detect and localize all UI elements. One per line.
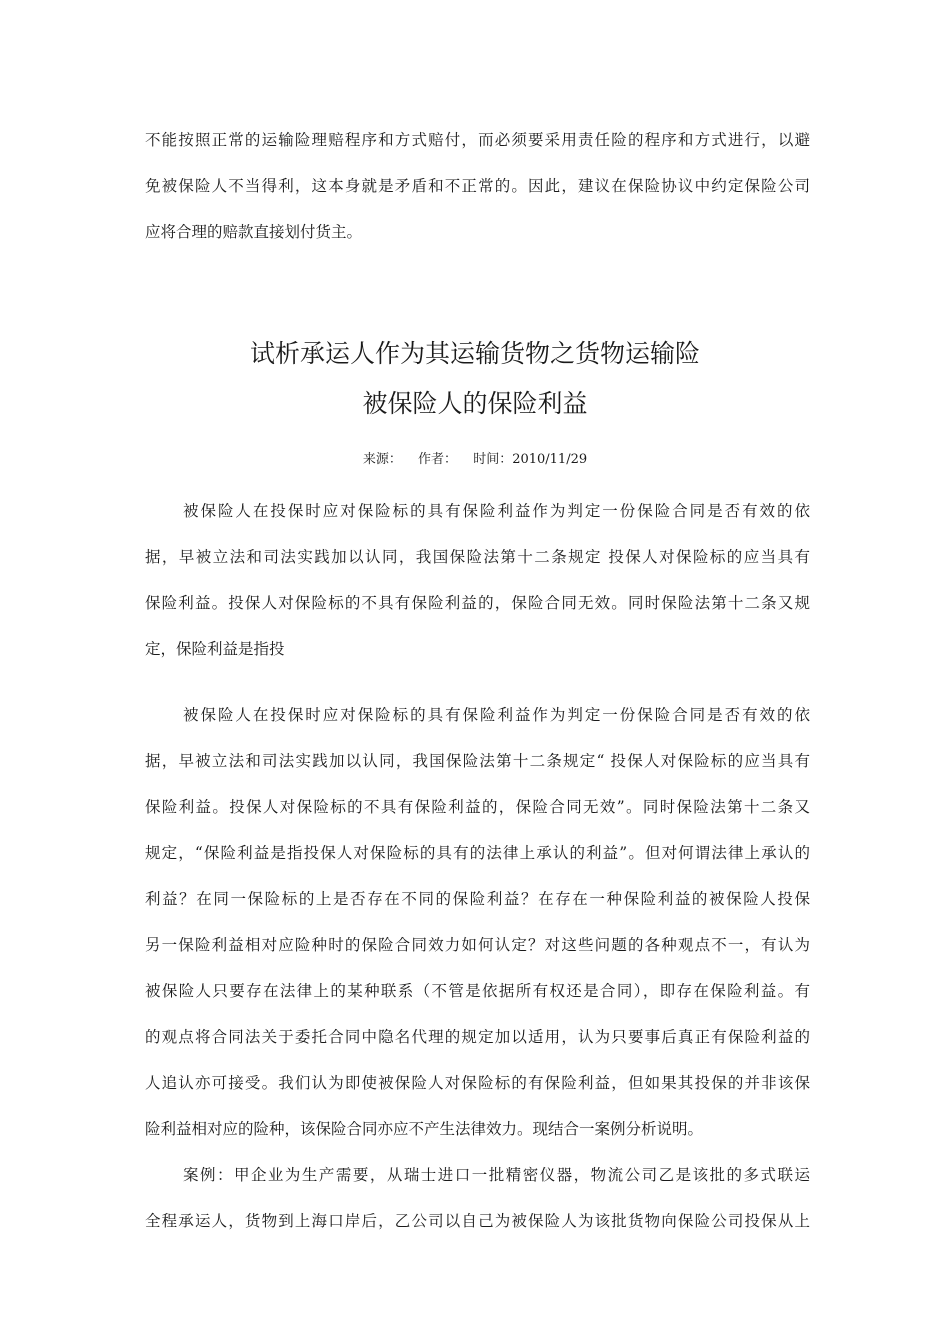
text-line: 被保险人在投保时应对保险标的具有保险利益作为判定一份保险合同是否有效的依 [183, 706, 810, 724]
meta-author: 作者： [418, 452, 458, 467]
intro-paragraph [145, 117, 810, 255]
text-line: 定，保险利益是指投 [145, 640, 285, 658]
article-title-line-1: 试析承运人作为其运输货物之货物运输险 [249, 339, 700, 368]
text-line: 被保险人只要存在法律上的某种联系（不管是依据所有权还是合同），即存在保险利益。有 [145, 982, 810, 1000]
text-line: 保险利益。投保人对保险标的不具有保险利益的，保险合同无效”。同时保险法第十二条又 [145, 798, 810, 816]
text-line: 险利益相对应的险种，该保险合同亦应不产生法律效力。现结合一案例分析说明。 [145, 1120, 704, 1138]
text-line: 利益？在同一保险标的上是否存在不同的保险利益？在存在一种保险利益的被保险人投保 [145, 890, 810, 908]
article-title-line-2: 被保险人的保险利益 [362, 389, 588, 418]
text-line: 被保险人在投保时应对保险标的具有保险利益作为判定一份保险合同是否有效的依 [183, 502, 810, 520]
text-line: 人追认亦可接受。我们认为即使被保险人对保险标的有保险利益，但如果其投保的并非该保 [145, 1074, 810, 1092]
paragraph-3 [145, 1152, 810, 1244]
text-line: 的观点将合同法关于委托合同中隐名代理的规定加以适用，认为只要事后真正有保险利益的 [145, 1028, 810, 1046]
text-line: 应将合理的赔款直接划付货主。 [145, 223, 363, 241]
text-line: 另一保险利益相对应险种时的保险合同效力如何认定？对这些问题的各种观点不一，有认为 [145, 936, 810, 954]
text-line: 不能按照正常的运输险理赔程序和方式赔付，而必须要采用责任险的程序和方式进行，以避 [145, 131, 810, 149]
meta-source: 来源： [362, 452, 402, 467]
text-line: 规定，“保险利益是指投保人对保险标的具有的法律上承认的利益”。但对何谓法律上承认的 [145, 844, 810, 862]
text-line: 案例：甲企业为生产需要，从瑞士进口一批精密仪器，物流公司乙是该批的多式联运 [183, 1166, 810, 1184]
text-line: 据，早被立法和司法实践加以认同，我国保险法第十二条规定“ 投保人对保险标的应当具有 [145, 752, 810, 770]
paragraph-2 [145, 692, 810, 1152]
article-meta [0, 450, 950, 470]
text-line: 免被保险人不当得利，这本身就是矛盾和不正常的。因此，建议在保险协议中约定保险公司 [145, 177, 810, 195]
text-line: 保险利益。投保人对保险标的不具有保险利益的，保险合同无效。同时保险法第十二条又规 [145, 594, 810, 612]
meta-time: 时间：2010/11/29 [473, 452, 588, 467]
paragraph-1 [145, 488, 810, 672]
text-line: 据，早被立法和司法实践加以认同，我国保险法第十二条规定 投保人对保险标的应当具有 [145, 548, 810, 566]
text-line: 全程承运人，货物到上海口岸后，乙公司以自己为被保险人为该批货物向保险公司投保从上 [145, 1212, 810, 1230]
